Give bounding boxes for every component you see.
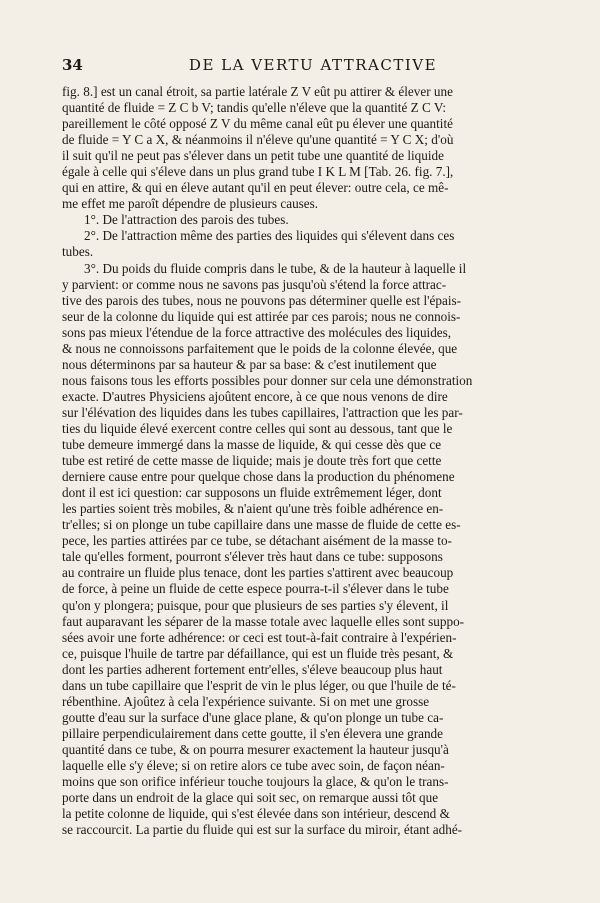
page-number: 34 [62,56,83,74]
text-line: goutte d'eau sur la surface d'une glace plane, & qu'on plonge un tube ca- [62,709,444,725]
text-line: exacte. D'autres Physiciens ajoûtent encore, à ce que nous venons de dire [62,388,448,404]
text-line: y parvient: or comme nous ne savons pas jusqu'où s'étend la force attrac- [62,276,447,292]
text-line: égale à celle qui s'éleve dans un plus grand tube I K L M [Tab. 26. fig. 7.], [62,164,454,180]
text-line: tale qu'elles forment, pourront s'élever très haut dans ce tube: supposons [62,549,443,565]
text-line: de fluide = Y C a X, & néanmoins il n'éleve qu'une quantité = Y C X; d'où [62,132,454,148]
text-line: la petite colonne de liquide, qui s'est élevée dans son intérieur, descend & [62,806,450,822]
text-line: fig. 8.] est un canal étroit, sa partie latérale Z V eût pu attirer & élever une [62,84,453,99]
text-line: sons pas mieux l'étendue de la force attractive des molécules des liquides, [62,324,452,340]
text-line: tube est retiré de cette masse de liquide; mais je doute très fort que cette [62,453,442,469]
text-line: rébenthine. Ajoûtez à cela l'expérience suivante. Si on met une grosse [62,693,430,709]
text-line: & nous ne connoissons parfaitement que le poids de la colonne élevée, que [62,340,458,356]
text-line: tive des parois des tubes, nous ne pouvons pas déterminer quelle est l'épais- [62,292,462,308]
text-line: au contraire un fluide plus tenace, dont les parties s'attirent avec beaucoup [62,565,454,581]
page-header [62,56,544,84]
text-line: pillaire perpendiculairement dans cette goutte, il s'en élevera une grande [62,725,443,741]
text-line: sées avoir une forte adhérence: or ceci est tout-à-fait contraire à l'expérien- [62,629,457,645]
text-line: pareillement le côté opposé Z V du même canal eût pu élever une quantité [62,116,453,132]
text-line: faut auparavant les séparer de la masse totale avec laquelle elles sont suppo- [62,613,465,629]
text-line: nous faisons tous les efforts possibles pour donner sur cela une démonstration [62,372,473,388]
text-line: seur de la colonne du liquide qui est attirée par ces parois; nous ne connois- [62,308,461,324]
text-line: dans un tube capillaire que l'esprit de vin le plus léger, ou que l'huile de té- [62,677,456,693]
text-line: moins que son orifice inférieur touche toujours la glace, & qu'on le trans- [62,774,449,790]
running-title: DE LA VERTU ATTRACTIVE [188,56,438,74]
text-line: nous déterminons par sa hauteur & par sa base: & c'est inutilement que [62,356,437,372]
text-line: 3°. Du poids du fluide compris dans le tube, & de la hauteur à laquelle il [84,260,467,276]
text-line: tr'elles; si on plonge un tube capillaire dans une masse de fluide de cette es- [62,517,461,533]
text-line: 1°. De l'attraction des parois des tubes. [84,212,289,228]
text-line: pece, les parties attirées par ce tube, se détachant aisément de la masse to- [62,533,452,549]
text-line: se raccourcit. La partie du fluide qui est sur la surface du miroir, étant adhé- [62,822,463,838]
text-line: 2°. De l'attraction même des parties des liquides qui s'élevent dans ces [84,228,455,244]
text-line: il suit qu'il ne peut pas s'élever dans un petit tube une quantité de liquide [62,148,444,164]
text-line: dont les parties adherent fortement entr'elles, s'éleve beaucoup plus haut [62,661,443,677]
text-line: laquelle elle s'y éleve; si on retire alors ce tube avec soin, de façon néan- [62,757,445,773]
body-text [62,84,544,838]
text-line: ce, puisque l'huile de tartre par défaillance, qui est un fluide très pesant, & [62,645,454,661]
text-line: sur l'élévation des liquides dans les tubes capillaires, l'attraction que les par- [62,404,463,420]
text-line: tube demeure immergé dans la masse de liquide, & qui cesse dès que ce [62,437,442,453]
text-line: tubes. [62,244,94,260]
text-line: qu'on y plongera; puisque, pour que plusieurs de ses parties s'y élevent, il [62,597,449,613]
text-line: ties du liquide élevé exercent contre celles qui sont au dessous, tant que le [62,420,453,436]
text-line: dont il est ici question: car supposons un fluide extrêmement léger, dont [62,485,442,501]
text-line: quantité de fluide = Z C b V; tandis qu'elle n'éleve que la quantité Z C V: [62,100,447,116]
text-line: de force, à peine un fluide de cette espece pourra-t-il s'élever dans le tube [62,581,449,597]
text-line: les parties soient très mobiles, & n'aient qu'une très foible adhérence en- [62,501,444,517]
text-line: quantité dans ce tube, & on pourra mesurer exactement la hauteur jusqu'à [62,741,449,757]
text-line: qui en attire, & qui en éleve autant qu'il en peut élever: outre cela, ce mê- [62,180,449,196]
text-line: me effet me paroît dépendre de plusieurs causes. [62,196,319,212]
text-line: porte dans un endroit de la glace qui soit sec, on remarque aussi tôt que [62,790,439,806]
text-line: derniere cause entre pour quelque chose dans la production du phénomene [62,469,455,485]
